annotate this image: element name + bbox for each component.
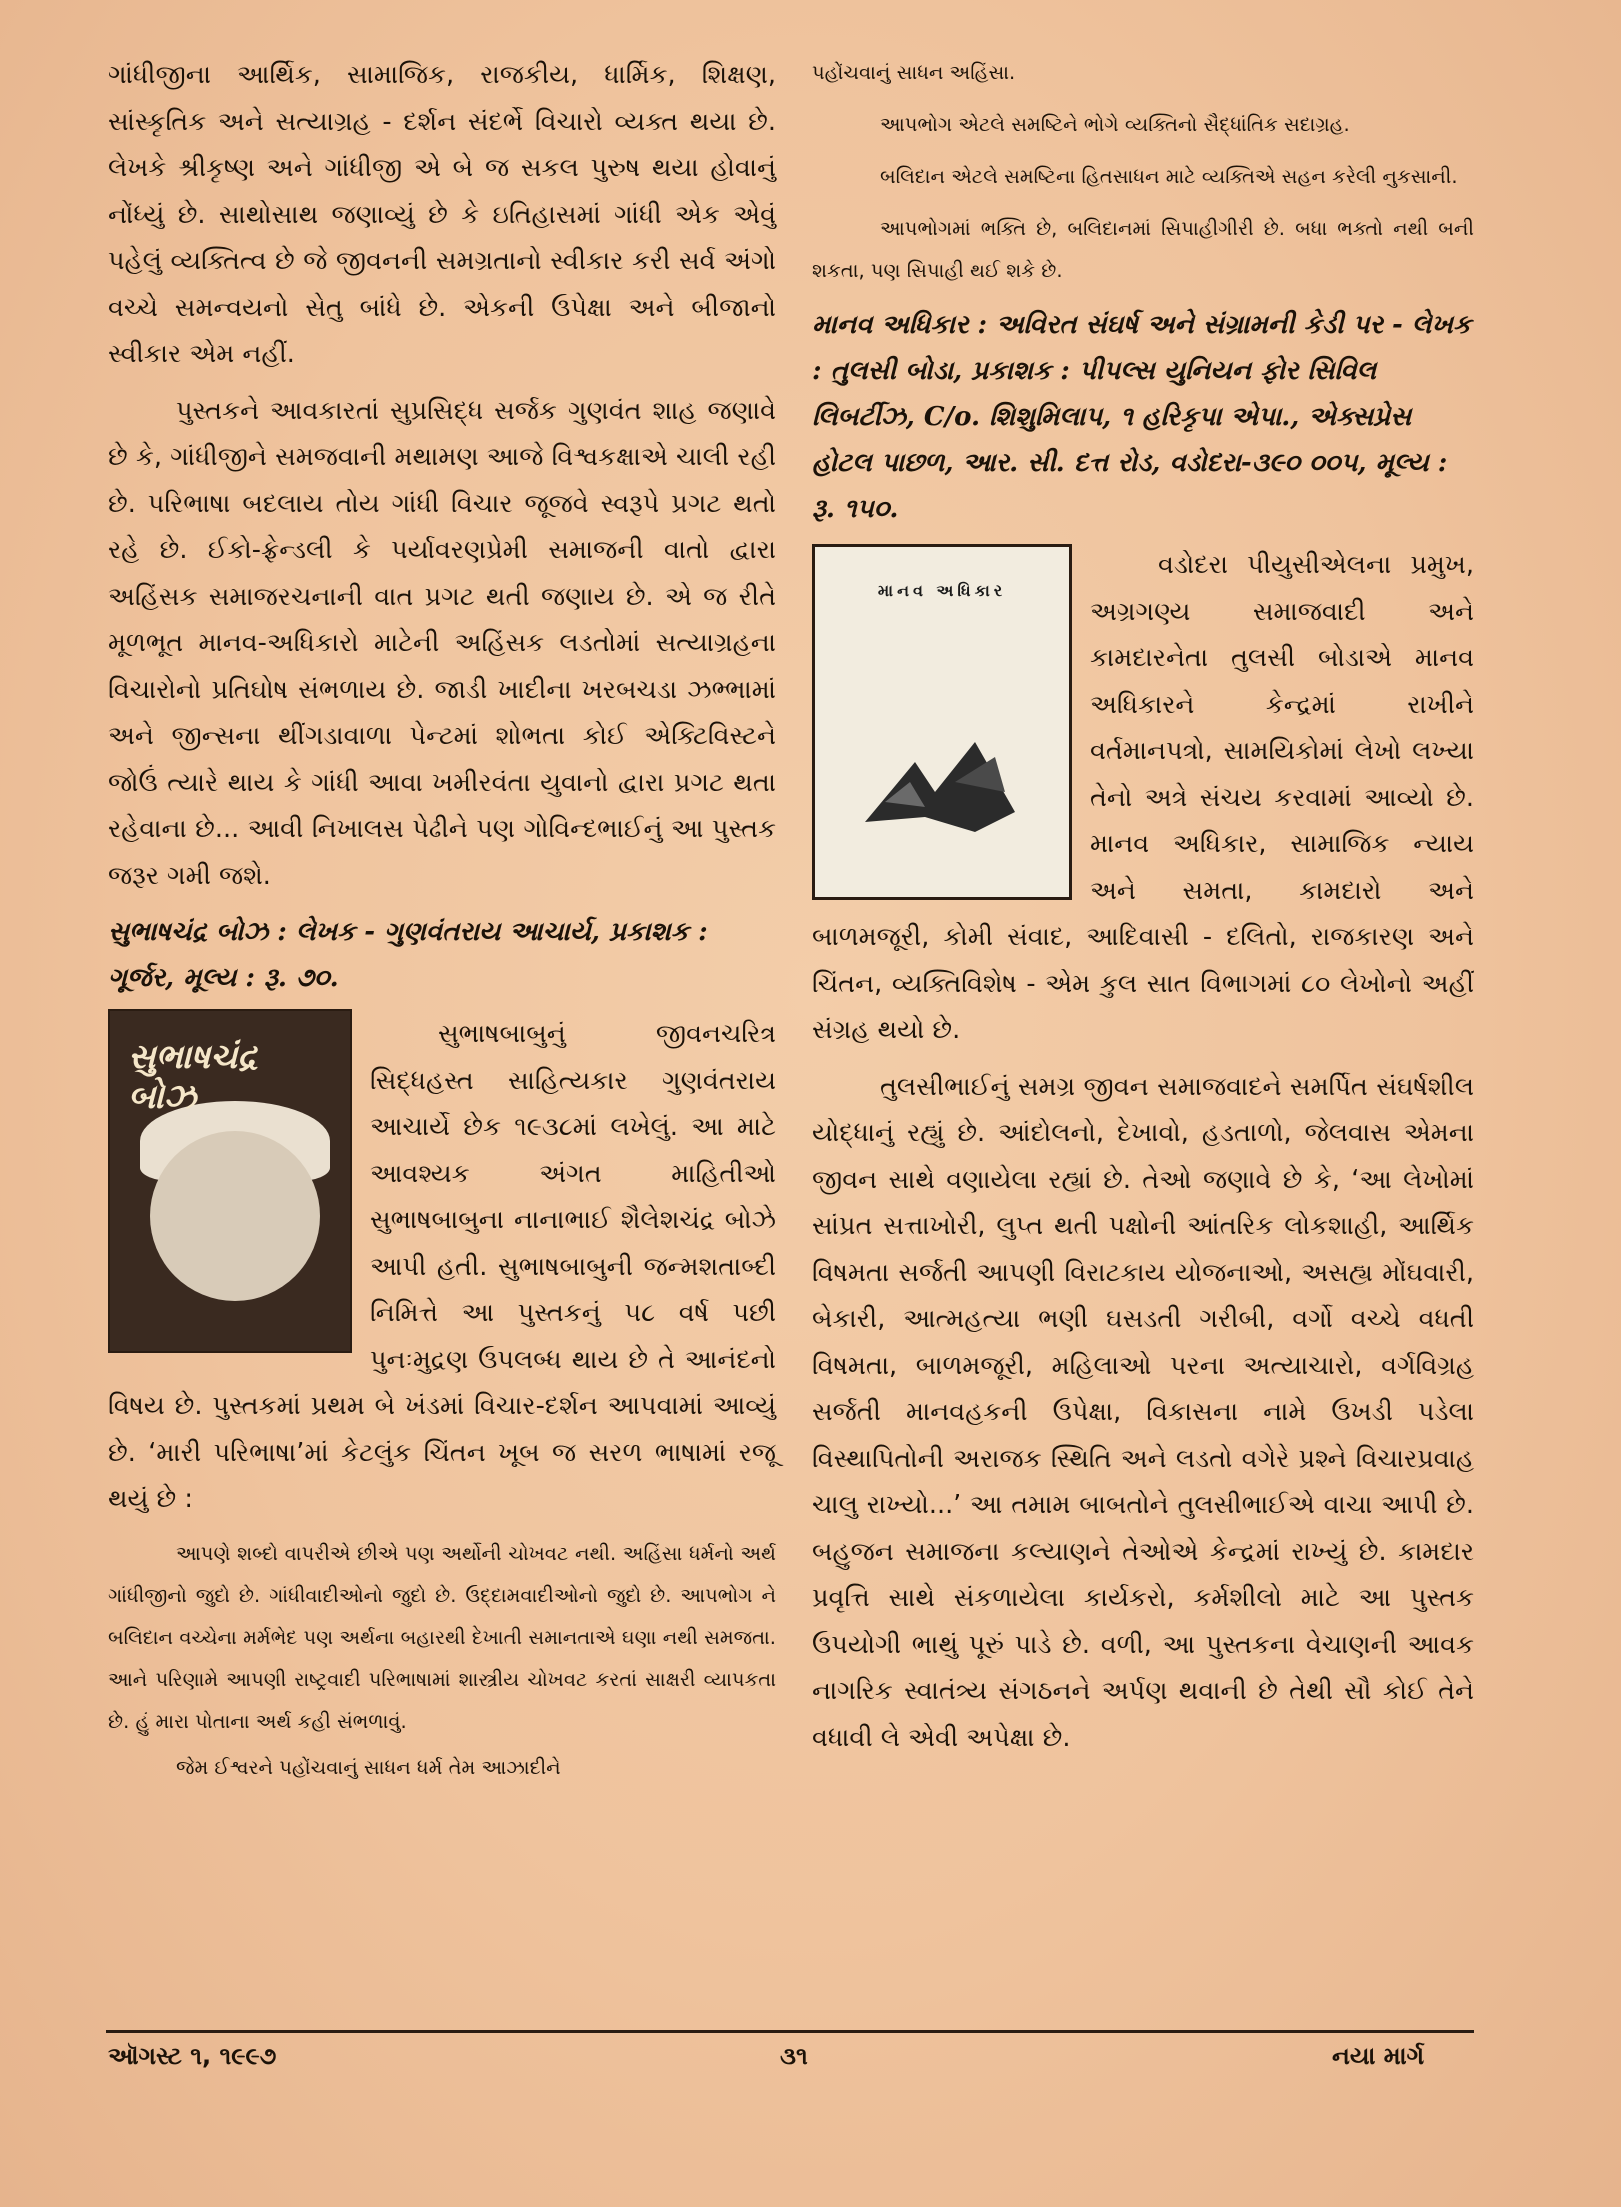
quote-balidan: બલિદાન એટલે સમષ્ટિના હિતસાધન માટે વ્યક્તિએ સહન કરેલી નુકસાની. (880, 165, 1458, 188)
paragraph-manav-adhikar-summary: વડોદરા પીયુસીએલના પ્રમુખ, અગ્રગણ્ય સમાજવાદી અને કામદારનેતા તુલસી બોડાએ માનવ અધિકારને કેન્દ્રમાં રાખીને વર્તમાનપત્રો, સામયિકોમાં લેખો લખ્યા તેનો અત્રે સંચય કરવામાં આવ્યો છે. માનવ અધિકાર, સામાજિક ન્યાય અને સમતા, કામદારો અને બાળમજૂરી, કોમી સંવાદ, આદિવાસી - દલિતો, રાજકારણ અને ચિંતન, વ્યક્તિવિશેષ - એમ કુલ સાત વિભાગમાં ૮૦ લેખોનો અહીં સંગ્રહ થયો છે. (812, 550, 1474, 1045)
cover-title: સુભાષચંદ્ર બોઝ (128, 1037, 258, 1117)
paragraph-gunvant-shah: પુસ્તકને આવકારતાં સુપ્રસિદ્ધ સર્જક ગુણવંત શાહ જણાવે છે કે, ગાંધીજીને સમજવાની મથામણ આજે વિશ્વકક્ષાએ ચાલી રહી છે. પરિભાષા બદલાય તોય ગાંધી વિચાર જૂજવે સ્વરૂપે પ્રગટ થતો રહે છે. ઈકો-ફ્રેન્ડલી કે પર્યાવરણપ્રેમી સમાજની વાતો દ્વારા અહિંસક સમાજરચનાની વાત પ્રગટ થતી જણાય છે. એ જ રીતે મૂળભૂત માનવ-અધિકારો માટેની અહિંસક લડતોમાં સત્યાગ્રહના વિચારોનો પ્રતિઘોષ સંભળાય છે. જાડી ખાદીના ખરબચડા ઝભ્ભામાં અને જીન્સના થીંગડાવાળા પેન્ટમાં શોભતા કોઈ એક્ટિવિસ્ટને જોઉં ત્યારે થાય કે ગાંધી આવા ખમીરવંતા યુવાનો દ્વારા પ્રગટ થતા રહેવાના છે... આવી નિખાલસ પેઢીને પણ ગોવિન્દભાઈનું આ પુસ્તક જરૂર ગમી જશે. (108, 395, 776, 891)
footer-page-number: ૩૧ (780, 2042, 808, 2070)
quote-aapbhog: આપભોગ એટલે સમષ્ટિને ભોગે વ્યક્તિનો સૈદ્ધાંતિક સદાગ્રહ. (880, 113, 1350, 136)
heading-subhash-book: સુભાષચંદ્ર બોઝ : લેખક - ગુણવંતરાય આચાર્ય, પ્રકાશક : ગૂર્જર, મૂલ્ય : રૂ. ૭૦. (108, 917, 708, 993)
book-cover-subhash (108, 1009, 352, 1353)
cover-illustration (855, 722, 1025, 842)
cover2-title: માનવ અધિકાર (877, 581, 1007, 600)
heading-manav-adhikar-book: માનવ અધિકાર : અવિરત સંઘર્ષ અને સંગ્રામની કેડી પર - લેખક : તુલસી બોડા, પ્રકાશક : પીપલ્સ યુનિયન ફોર સિવિલ લિબર્ટીઝ, C/o. શિશુમિલાપ, ૧ હરિકૃપા એપા., એક્સપ્રેસ હોટલ પાછળ, આર. સી. દત્ત રોડ, વડોદરા-૩૯૦ ૦૦૫, મૂલ્ય : રૂ. ૧૫૦. (812, 310, 1472, 524)
right-column (812, 52, 1474, 1761)
footer-date: ઑગસ્ટ ૧, ૧૯૯૭ (108, 2042, 277, 2070)
footer-divider (106, 2030, 1474, 2033)
left-column (108, 52, 776, 1789)
footer-magazine-name: નયા માર્ગ (1332, 2042, 1425, 2070)
paragraph-subhash-biography: સુભાષબાબુનું જીવનચરિત્ર સિદ્ધહસ્ત સાહિત્યકાર ગુણવંતરાય આચાર્યે છેક ૧૯૩૮માં લખેલું. આ માટે આવશ્યક અંગત માહિતીઓ સુભાષબાબુના નાનાભાઈ શૈલેશચંદ્ર બોઝે આપી હતી. સુભાષબાબુની જન્મશતાબ્દી નિમિત્તે આ પુસ્તકનું ૫૮ વર્ષ પછી પુનઃમુદ્રણ ઉપલબ્ધ થાય છે તે આનંદનો વિષય છે. પુસ્તકમાં પ્રથમ બે ખંડમાં વિચાર-દર્શન આપવામાં આવ્યું છે. ‘મારી પરિભાષા’માં કેટલુંક ચિંતન ખૂબ જ સરળ ભાષામાં રજૂ થયું છે : (108, 1019, 776, 1514)
cover-portrait-shape (150, 1131, 320, 1301)
quote-paribhasha: આપણે શબ્દો વાપરીએ છીએ પણ અર્થોની ચોખવટ નથી. અહિંસા ધર્મનો અર્થ ગાંધીજીનો જુદો છે. ગાંધીવાદીઓનો જુદો છે. ઉદ્દામવાદીઓનો જુદો છે. આપભોગ ને બલિદાન વચ્ચેના મર્મભેદ પણ અર્થના બહારથી દેખાતી સમાનતાએ ઘણા નથી સમજતા. આને પરિણામે આપણી રાષ્ટ્રવાદી પરિભાષામાં શાસ્ત્રીય ચોખવટ કરતાં સાક્ષરી વ્યાપકતા છે. હું મારા પોતાના અર્થ કહી સંભળાવું. (108, 1541, 776, 1733)
quote-ishwar: જેમ ઈશ્વરને પહોંચવાનું સાધન ધર્મ તેમ આઝાદીને (176, 1755, 561, 1779)
paragraph-tulsibhai: તુલસીભાઈનું સમગ્ર જીવન સમાજવાદને સમર્પિત સંઘર્ષશીલ યોદ્ધાનું રહ્યું છે. આંદોલનો, દેખાવો, હડતાળો, જેલવાસ એમના જીવન સાથે વણાયેલા રહ્યાં છે. તેઓ જણાવે છે કે, ‘આ લેખોમાં સાંપ્રત સત્તાખોરી, લુપ્ત થતી પક્ષોની આંતરિક લોકશાહી, આર્થિક વિષમતા સર્જતી આપણી વિરાટકાય યોજનાઓ, અસહ્ય મોંઘવારી, બેકારી, આત્મહત્યા ભણી ઘસડતી ગરીબી, વર્ગો વચ્ચે વધતી વિષમતા, બાળમજૂરી, મહિલાઓ પરના અત્યાચારો, વર્ગવિગ્રહ સર્જતી માનવહકની ઉપેક્ષા, વિકાસના નામે ઉખડી પડેલા વિસ્થાપિતોની અરાજક સ્થિતિ અને લડતો વગેરે પ્રશ્ને વિચારપ્રવાહ ચાલુ રાખ્યો...’ આ તમામ બાબતોને તુલસીભાઈએ વાચા આપી છે. બહુજન સમાજના કલ્યાણને તેઓએ કેન્દ્રમાં રાખ્યું છે. કામદાર પ્રવૃત્તિ સાથે સંકળાયેલા કાર્યકરો, કર્મશીલો માટે આ પુસ્તક ઉપયોગી ભાથું પૂરું પાડે છે. વળી, આ પુસ્તકના વેચાણની આવક નાગરિક સ્વાતંત્ર્ય સંગઠનને અર્પણ થવાની છે તેથી સૌ કોઈ તેને વધાવી લે એવી અપેક્ષા છે. (812, 1071, 1474, 1753)
paragraph-gandhi-thoughts: ગાંધીજીના આર્થિક, સામાજિક, રાજકીય, ધાર્મિક, શિક્ષણ, સાંસ્કૃતિક અને સત્યાગ્રહ - દર્શન સંદર્ભે વિચારો વ્યક્ત થયા છે. લેખકે શ્રીકૃષ્ણ અને ગાંધીજી એ બે જ સકલ પુરુષ થયા હોવાનું નોંધ્યું છે. સાથોસાથ જણાવ્યું છે કે ઇતિહાસમાં ગાંધી એક એવું પહેલું વ્યક્તિત્વ છે જે જીવનની સમગ્રતાનો સ્વીકાર કરી સર્વ અંગો વચ્ચે સમન્વયનો સેતુ બાંધે છે. એકની ઉપેક્ષા અને બીજાનો સ્વીકાર એમ નહીં. (108, 60, 776, 369)
quote-ahimsa: પહોંચવાનું સાધન અહિંસા. (812, 61, 1016, 84)
book-cover-manav-adhikar (812, 544, 1072, 900)
quote-bhakti: આપભોગમાં ભક્તિ છે, બલિદાનમાં સિપાહીગીરી છે. બધા ભક્તો નથી બની શકતા, પણ સિપાહી થઈ શકે છે. (812, 217, 1474, 282)
